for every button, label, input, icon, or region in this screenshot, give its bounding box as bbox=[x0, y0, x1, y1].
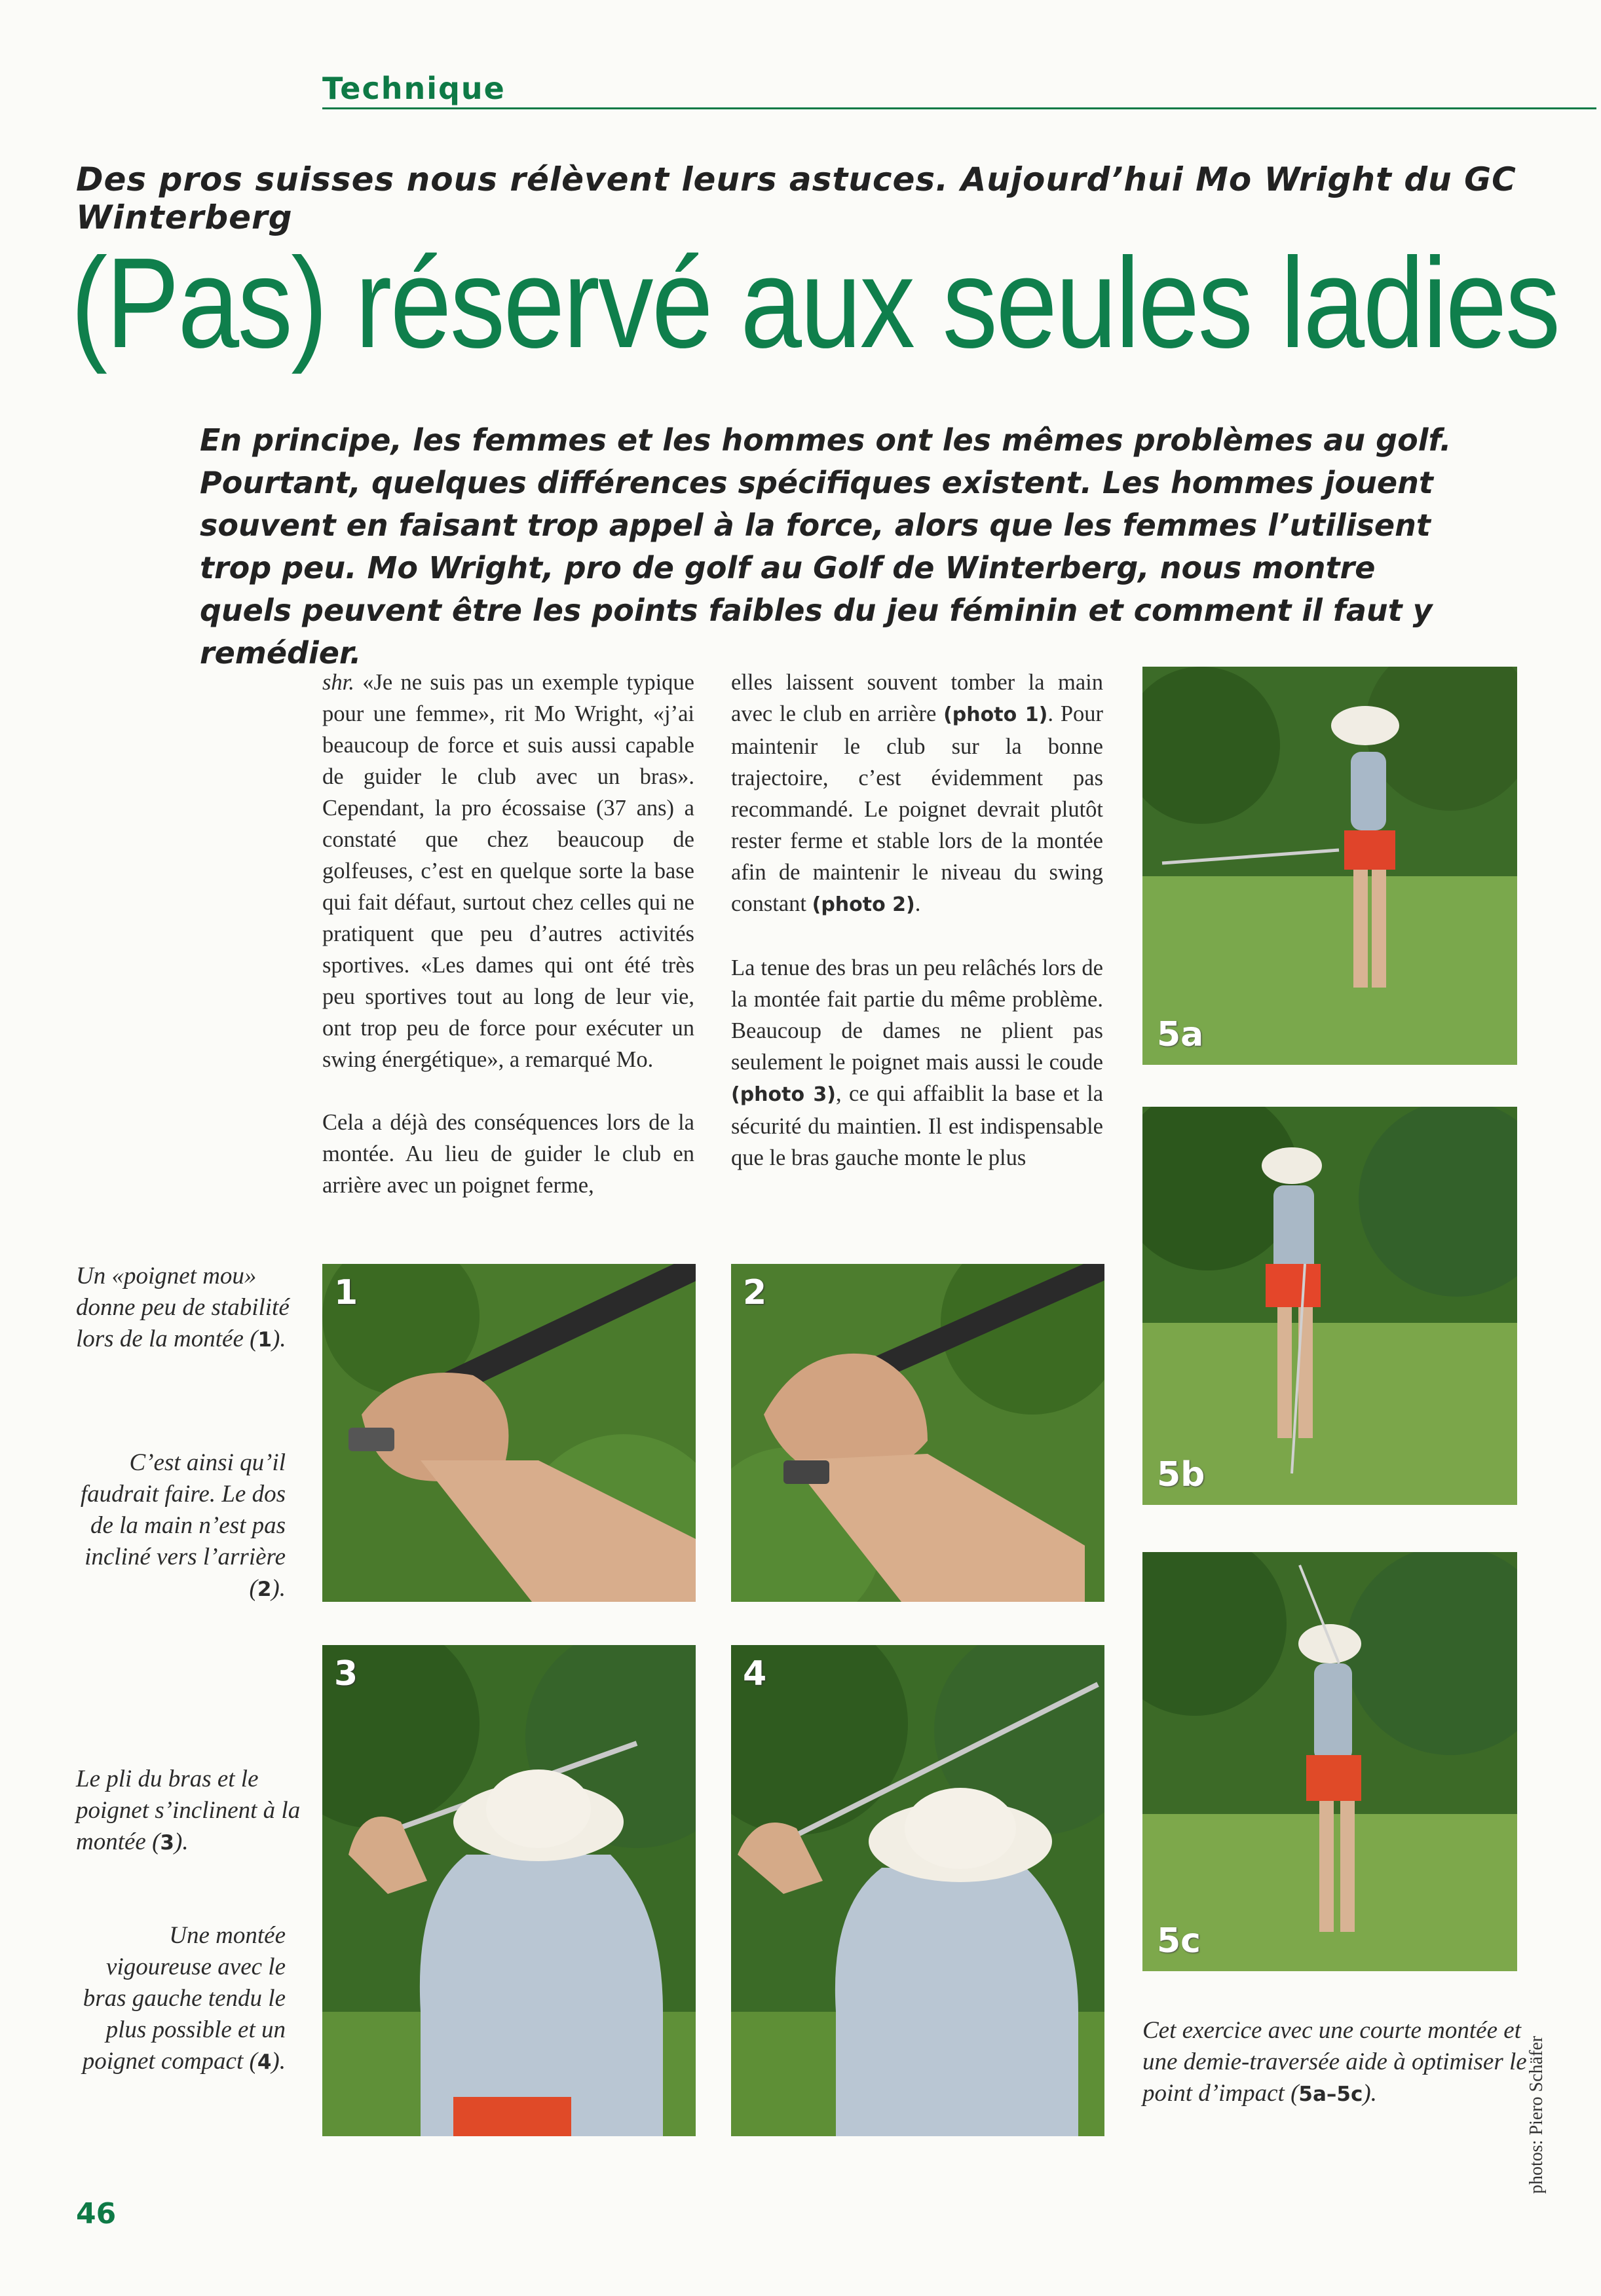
author-initials: shr. bbox=[322, 670, 354, 695]
photo-label: 5a bbox=[1157, 1015, 1204, 1054]
body-paragraph-3 bbox=[731, 667, 1103, 921]
photo-label: 2 bbox=[743, 1273, 767, 1312]
caption-text: ). bbox=[1363, 2080, 1377, 2107]
caption-ref: 1 bbox=[257, 1328, 273, 1352]
photo-credit-text: photos: Piero Schäfer bbox=[1526, 2035, 1547, 2194]
caption-text: Un «poignet mou» donne peu de stabilité lors de la montée ( bbox=[76, 1263, 290, 1352]
photo-reference: (photo 2) bbox=[812, 893, 915, 916]
body-text: . Pour maintenir le club sur la bonne trajectoire, c’est évidemment pas recommandé. Le poignet devrait plutôt rester ferme et stable lors de la montée afin de maintenir le niveau du swing constant bbox=[731, 701, 1103, 916]
photo-5c bbox=[1142, 1552, 1517, 1971]
photo-label: 4 bbox=[743, 1654, 767, 1694]
caption-1 bbox=[76, 1261, 292, 1356]
photo-label: 3 bbox=[334, 1654, 358, 1694]
body-text: . bbox=[914, 891, 921, 916]
section-label: Technique bbox=[322, 71, 506, 106]
caption-4 bbox=[76, 1920, 286, 2078]
body-text: La tenue des bras un peu relâchés lors de la montée fait partie du même problème. Beaucoup de dames ne plient pas seulement le poignet mais aussi le coude bbox=[731, 955, 1103, 1075]
headline: (Pas) réservé aux seules ladies bbox=[71, 231, 1559, 375]
page-number: 46 bbox=[76, 2197, 117, 2231]
photo-label: 5c bbox=[1157, 1921, 1201, 1961]
photo-5b bbox=[1142, 1107, 1517, 1505]
photo-4 bbox=[731, 1645, 1104, 2136]
photo-1 bbox=[322, 1264, 696, 1602]
body-paragraph-2: Cela a déjà des conséquences lors de la montée. Au lieu de guider le club en arrière avec un poignet ferme, bbox=[322, 1110, 694, 1198]
photo-5a bbox=[1142, 667, 1517, 1065]
photo-3 bbox=[322, 1645, 696, 2136]
body-paragraph-4 bbox=[731, 952, 1103, 1174]
caption-2 bbox=[76, 1447, 286, 1605]
caption-text: C’est ainsi qu’il faudrait faire. Le dos de la main n’est pas incliné vers l’arrière ( bbox=[80, 1449, 286, 1602]
photo-label: 5b bbox=[1157, 1455, 1205, 1494]
caption-ref: 5a–5c bbox=[1298, 2083, 1363, 2106]
body-text: , ce qui affaiblit la base et la sécurité du maintien. Il est indispensable que le bras gauche monte le plus bbox=[731, 1081, 1104, 1170]
kicker: Des pros suisses nous rélèvent leurs astuces. Aujourd’hui Mo Wright du GC Winterberg bbox=[76, 160, 1516, 236]
caption-ref: 4 bbox=[257, 2050, 272, 2074]
photo-reference: (photo 1) bbox=[943, 703, 1048, 726]
caption-3 bbox=[76, 1764, 305, 1859]
body-text: elles laissent souvent tomber la main avec le club en arrière bbox=[731, 670, 1103, 726]
caption-text: ). bbox=[271, 1575, 286, 1602]
caption-text: ). bbox=[271, 2048, 286, 2075]
caption-text: Le pli du bras et le poignet s’inclinent à la montée ( bbox=[76, 1766, 301, 1855]
body-column-1 bbox=[322, 667, 694, 1232]
caption-ref: 3 bbox=[160, 1831, 174, 1855]
caption-5 bbox=[1142, 2015, 1529, 2110]
caption-text: Cet exercice avec une courte montée et une demie-traversée aide à optimiser le point d’impact ( bbox=[1142, 2017, 1527, 2107]
body-paragraph-1 bbox=[322, 667, 694, 1075]
photo-reference: (photo 3) bbox=[731, 1083, 836, 1106]
caption-ref: 2 bbox=[257, 1578, 272, 1601]
photo-credit bbox=[1526, 1978, 1553, 2194]
caption-text: ). bbox=[174, 1828, 189, 1855]
caption-text: ). bbox=[272, 1325, 286, 1352]
body-column-2 bbox=[731, 667, 1103, 1205]
body-text: «Je ne suis pas un exemple typique pour une femme», rit Mo Wright, «j’ai beaucoup de force et suis aussi capable de guider le club avec un bras». Cependant, la pro écossaise (37 ans) a constaté que chez beaucoup de golfeuses, c’est en quelque sorte la base qui fait défaut, surtout chez celles qui ne pratiquent que peu d’autres activités sportives. «Les dames qui ont été très peu sportives tout au long de leur vie, ont trop peu de force pour exécuter un swing énergétique», a remarqué Mo. bbox=[322, 670, 695, 1072]
caption-text: Une montée vigoureuse avec le bras gauche tendu le plus possible et un poignet compact ( bbox=[82, 1922, 286, 2075]
section-rule bbox=[322, 107, 1596, 109]
photo-2 bbox=[731, 1264, 1104, 1602]
lead-paragraph: En principe, les femmes et les hommes ont les mêmes problèmes au golf. Pourtant, quelques différences spécifiques existent. Les hommes jouent souvent en faisant trop appel à la force, alors que les femmes l’utilisent trop peu. Mo Wright, pro de golf au Golf de Winterberg, nous montre quels peuvent être les points faibles du jeu féminin et comment il faut y remédier. bbox=[200, 422, 1452, 671]
photo-label: 1 bbox=[334, 1273, 358, 1312]
